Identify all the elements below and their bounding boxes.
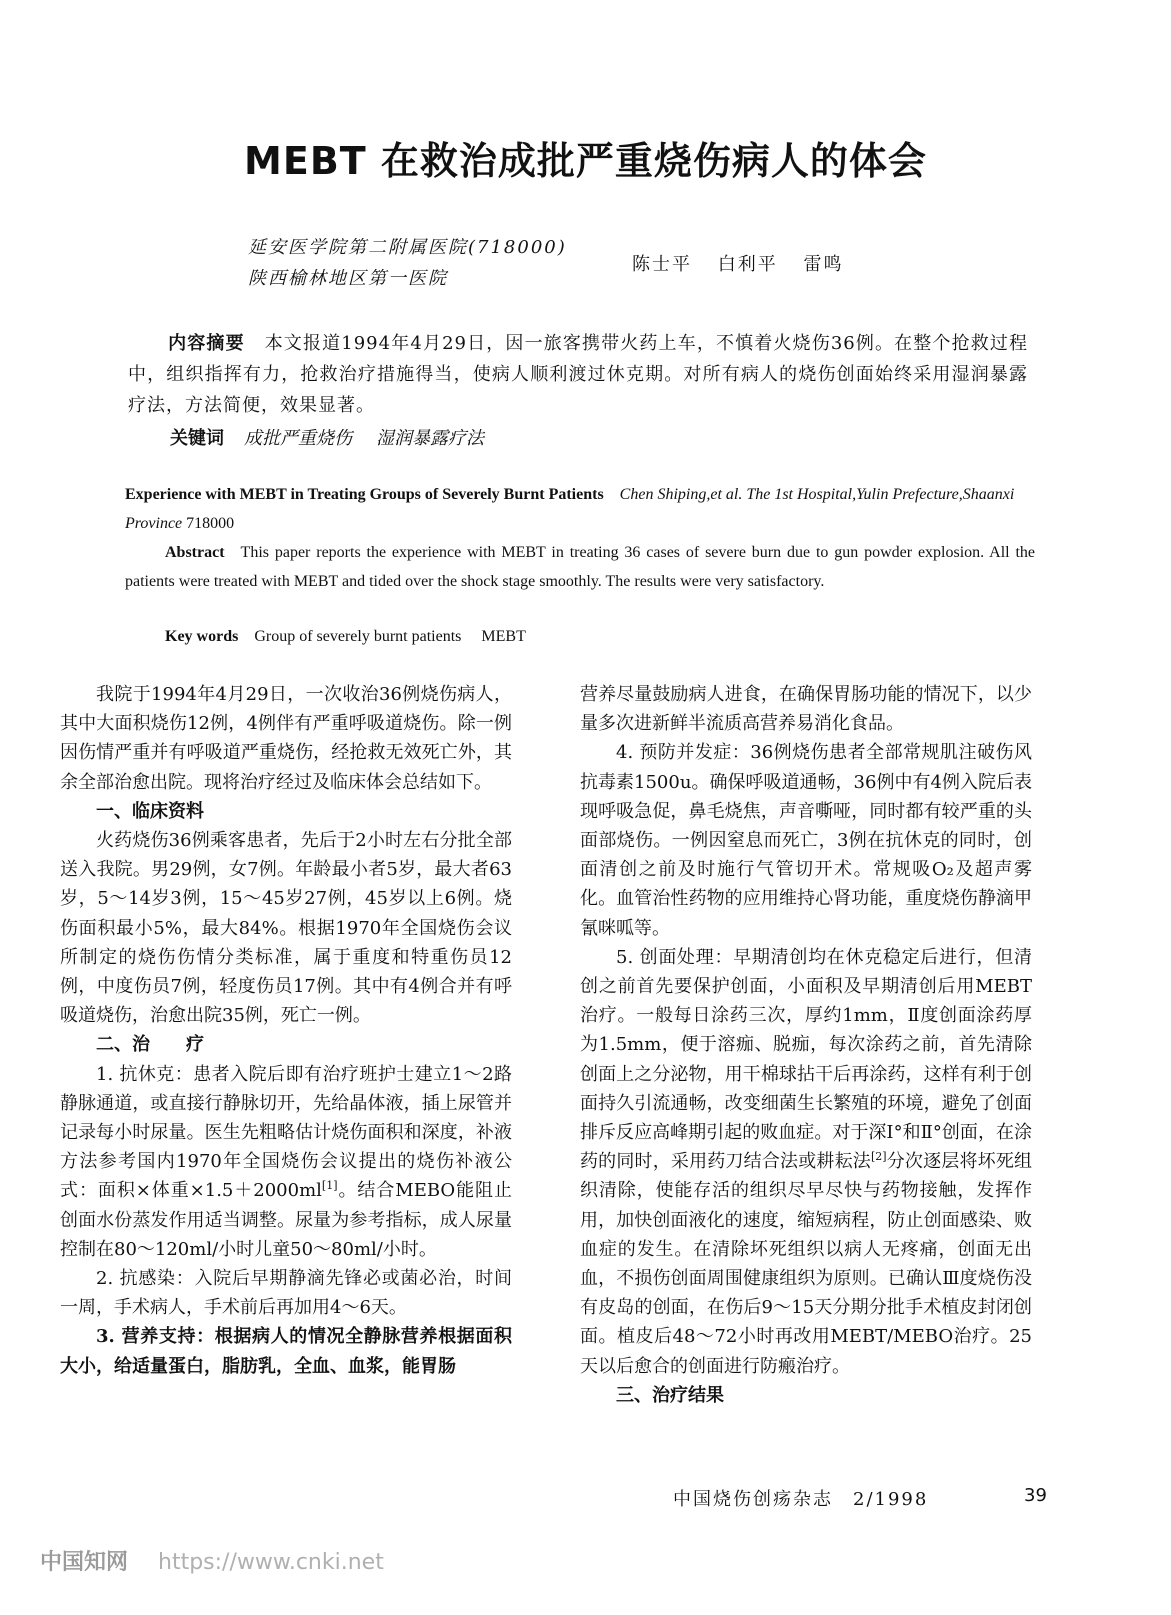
reference-2: [2] [870, 1150, 887, 1164]
intro-paragraph: 我院于1994年4月29日，一次收治36例烧伤病人，其中大面积烧伤12例，4例伴有严重呼吸道烧伤。除一例因伤情严重并有呼吸道严重烧伤，经抢救无效死亡外，其余全部治愈出院。现将治疗经过及临床体会总结如下。 [60, 684, 512, 793]
chinese-abstract-label: 内容摘要 [168, 333, 245, 354]
chinese-keyword-1: 成批严重烧伤 [244, 428, 352, 449]
english-abstract-label: Abstract [165, 544, 225, 561]
english-abstract-text: This paper reports the experience with MEBT in treating 36 cases of severe burn due to gun powder explosion. All the patients were treated with MEBT and tided over the shock stage smoothly. The results were very satisfactory. [125, 544, 1035, 590]
left-column [60, 680, 512, 1381]
chinese-abstract-text: 本文报道1994年4月29日，因一旅客携带火药上车，不慎着火烧伤36例。在整个抢救过程中，组织指挥有力，抢救治疗措施得当，使病人顺利渡过休克期。对所有病人的烧伤创面始终采用湿润暴露疗法，方法简便，效果显著。 [128, 333, 1029, 416]
english-affiliation: The 1st Hospital,Yulin Prefecture,Shaanxi Province [125, 486, 1015, 532]
english-title: Experience with MEBT in Treating Groups of Severely Burnt Patients [125, 486, 604, 503]
treatment-item-3: 3. 营养支持：根据病人的情况全静脉营养根据面积大小，给适量蛋白，脂肪乳，全血、血浆，能胃肠 [60, 1326, 512, 1377]
english-keywords [165, 622, 546, 651]
affiliation-1: 延安医学院第二附属医院(718000) [248, 237, 567, 258]
author-1: 陈士平 [632, 254, 692, 275]
treatment-item-5: 5. 创面处理：早期清创均在休克稳定后进行，但清创之前首先要保护创面，小面积及早期清创后用MEBT治疗。一般每日涂药三次，厚约1mm，Ⅱ度创面涂药厚为1.5mm，便于溶痂、脱痂，每次涂药之前，首先清除创面上之分泌物，用干棉球拈干后再涂药，这样有利于创面持久引流通畅，改变细菌生长繁殖的环境，避免了创面排斥反应高峰期引起的败血症。对于深Ⅰ°和Ⅱ°创面，在涂药的同时，采用药刀结合法或耕耘法[2]分次逐层将坏死组织清除，使能存活的组织尽早尽快与药物接触，发挥作用，加快创面液化的速度，缩短病程，防止创面感染、败血症的发生。在清除坏死组织以病人无疼痛，创面无出血，不损伤创面周围健康组织为原则。已确认Ⅲ度烧伤没有皮岛的创面，在伤后9～15天分期分批手术植皮封闭创面。植皮后48～72小时再改用MEBT/MEBO治疗。25天以后愈合的创面进行防瘢治疗。 [580, 946, 1032, 1377]
chinese-abstract [128, 328, 1028, 421]
author-2: 白利平 [717, 254, 778, 275]
author-3: 雷鸣 [803, 254, 844, 275]
treatment-item-4: 4. 预防并发症：36例烧伤患者全部常规肌注破伤风抗毒素1500u。确保呼吸道通畅，36例中有4例入院后表现呼吸急促，鼻毛烧焦，声音嘶哑，同时都有较严重的头面部烧伤。一例因窒息而死亡，3例在抗休克的同时，创面清创之前及时施行气管切开术。常规吸O₂及超声雾化。血管治性药物的应用维持心肾功能，重度烧伤静滴甲氰咪呱等。 [580, 742, 1032, 939]
page-number: 39 [1024, 1485, 1047, 1506]
chinese-keyword-2: 湿润暴露疗法 [376, 428, 484, 449]
english-postcode: 718000 [186, 515, 235, 532]
english-keyword-1: Group of severely burnt patients [254, 628, 462, 645]
english-keywords-label: Key words [165, 628, 239, 645]
english-keyword-2: MEBT [481, 628, 526, 645]
treatment-item-1: 1. 抗休克：患者入院后即有治疗班护士建立1～2路静脉通道，或直接行静脉切开，先给晶体液，插上尿管并记录每小时尿量。医生先粗略估计烧伤面积和深度，补液方法参考国内1970年全国烧伤会议提出的烧伤补液公式：面积×体重×1.5＋2000ml[1]。结合MEBO能阻止创面水份蒸发作用适当调整。尿量为参考指标，成人尿量控制在80～120ml/小时儿童50～80ml/小时。 [60, 1063, 512, 1260]
cnki-watermark [40, 1545, 384, 1576]
section-heading-clinical: 一、临床资料 [96, 800, 204, 822]
english-abstract [125, 538, 1035, 596]
watermark-site-name: 中国知网 [40, 1550, 129, 1575]
clinical-paragraph: 火药烧伤36例乘客患者，先后于2小时左右分批全部送入我院。男29例，女7例。年龄最小者5岁，最大者63岁，5～14岁3例，15～45岁27例，45岁以上6例。烧伤面积最小5%，最大84%。根据1970年全国烧伤会议所制定的烧伤伤情分类标准，属于重度和特重伤员12例，中度伤员7例，轻度伤员17例。其中有4例合并有呼吸道烧伤，治愈出院35例，死亡一例。 [60, 830, 512, 1027]
treatment-item-2: 2. 抗感染：入院后早期静滴先锋必或菌必治，时间一周，手术病人，手术前后再加用4～6天。 [60, 1268, 512, 1319]
author-list [632, 250, 843, 276]
section-heading-results: 三、治疗结果 [616, 1384, 724, 1406]
reference-1: [1] [321, 1179, 338, 1193]
treatment-item-3-continued: 营养尽量鼓励病人进食，在确保胃肠功能的情况下，以少量多次进新鲜半流质高营养易消化食品。 [580, 684, 1032, 735]
chinese-keywords [170, 424, 508, 450]
journal-footer: 中国烧伤创疡杂志 2/1998 [673, 1489, 929, 1510]
right-column [580, 680, 1032, 1410]
english-title-block [125, 480, 1035, 538]
watermark-url[interactable]: https://www.cnki.net [158, 1550, 384, 1575]
chinese-keywords-label: 关键词 [170, 428, 224, 449]
affiliation-2: 陕西榆林地区第一医院 [248, 268, 448, 289]
page-title: MEBT 在救治成批严重烧伤病人的体会 [244, 139, 927, 183]
section-heading-treatment: 二、治 疗 [96, 1034, 204, 1056]
english-authors: Chen Shiping,et al. [619, 486, 743, 503]
